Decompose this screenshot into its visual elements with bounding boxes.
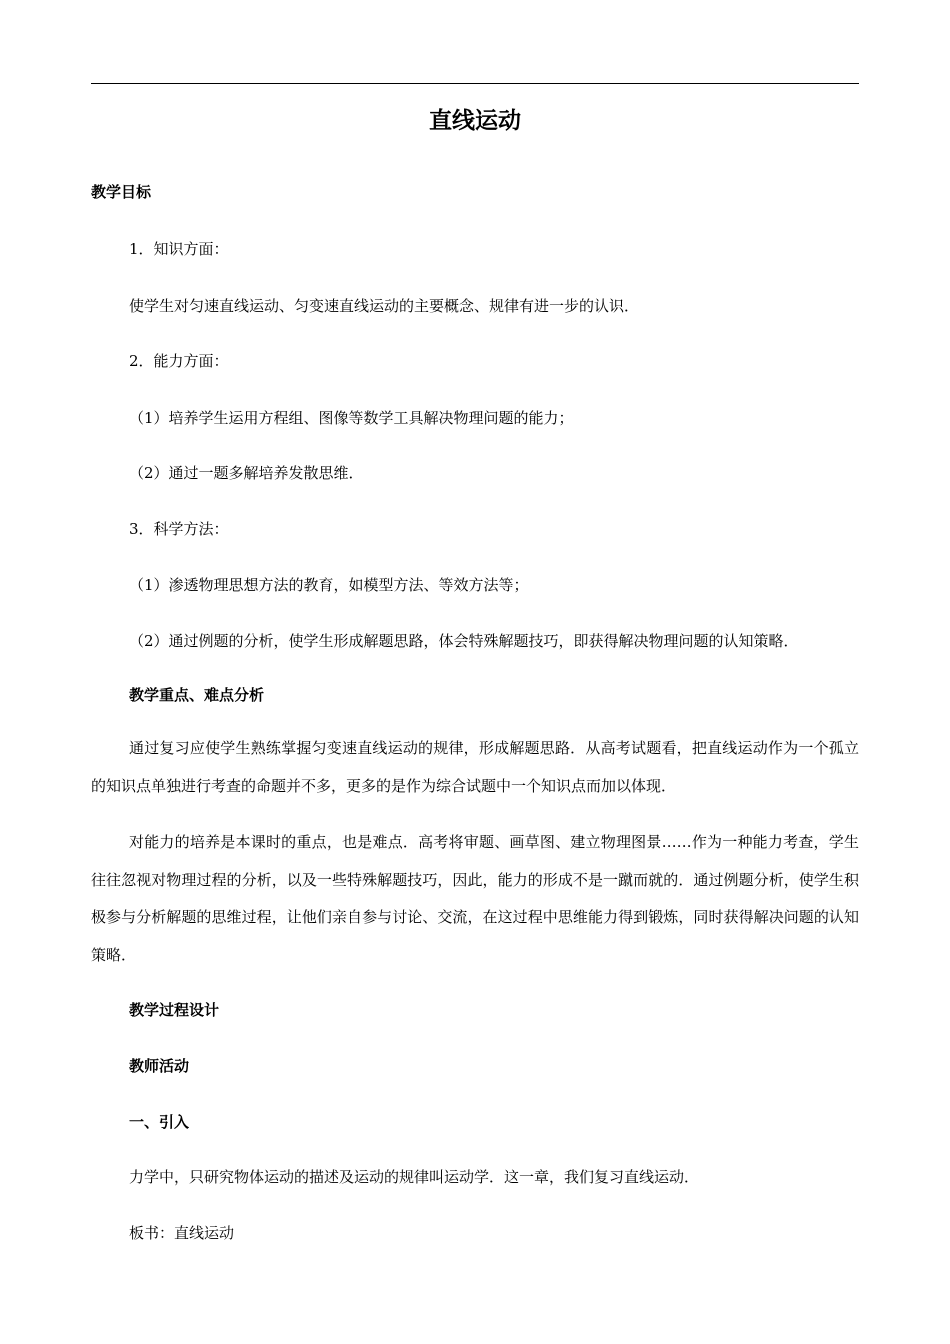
- analysis-paragraph-2: 对能力的培养是本课时的重点，也是难点．高考将审题、画草图、建立物理图景……作为一种能力考查，学生往往忽视对物理过程的分析，以及一些特殊解题技巧，因此，能力的形成不是一蹴而就的．通过例题分析，使学生积极参与分析解题的思维过程，让他们亲自参与讨论、交流，在这过程中思维能力得到锻炼，同时获得解决问题的认知策略．: [91, 833, 859, 964]
- header-rule: [91, 83, 859, 84]
- ability-label: 2．能力方面：: [129, 352, 229, 370]
- method-item-2: （2）通过例题的分析，使学生形成解题思路，体会特殊解题技巧，即获得解决物理问题的认知策略．: [129, 632, 799, 650]
- document-title: 直线运动: [429, 108, 521, 134]
- method-item-1: （1）渗透物理思想方法的教育，如模型方法、等效方法等；: [129, 576, 529, 594]
- intro-heading: 一、引入: [129, 1113, 190, 1131]
- knowledge-text: 使学生对匀速直线运动、匀变速直线运动的主要概念、规律有进一步的认识．: [129, 297, 640, 315]
- section-heading-process: 教学过程设计: [129, 1001, 220, 1019]
- section-heading-analysis: 教学重点、难点分析: [129, 686, 265, 704]
- analysis-paragraph-1: 通过复习应使学生熟练掌握匀变速直线运动的规律，形成解题思路．从高考试题看，把直线运动作为一个孤立的知识点单独进行考查的命题并不多，更多的是作为综合试题中一个知识点而加以体现．: [91, 739, 859, 795]
- board-text: 板书：直线运动: [129, 1224, 235, 1242]
- intro-text: 力学中，只研究物体运动的描述及运动的规律叫运动学．这一章，我们复习直线运动．: [129, 1168, 700, 1186]
- method-label: 3．科学方法：: [129, 520, 229, 538]
- section-heading-goals: 教学目标: [91, 183, 152, 201]
- ability-item-1: （1）培养学生运用方程组、图像等数学工具解决物理问题的能力；: [129, 409, 574, 427]
- ability-item-2: （2）通过一题多解培养发散思维．: [129, 464, 364, 482]
- teacher-activity-heading: 教师活动: [129, 1057, 190, 1075]
- knowledge-label: 1．知识方面：: [129, 240, 229, 258]
